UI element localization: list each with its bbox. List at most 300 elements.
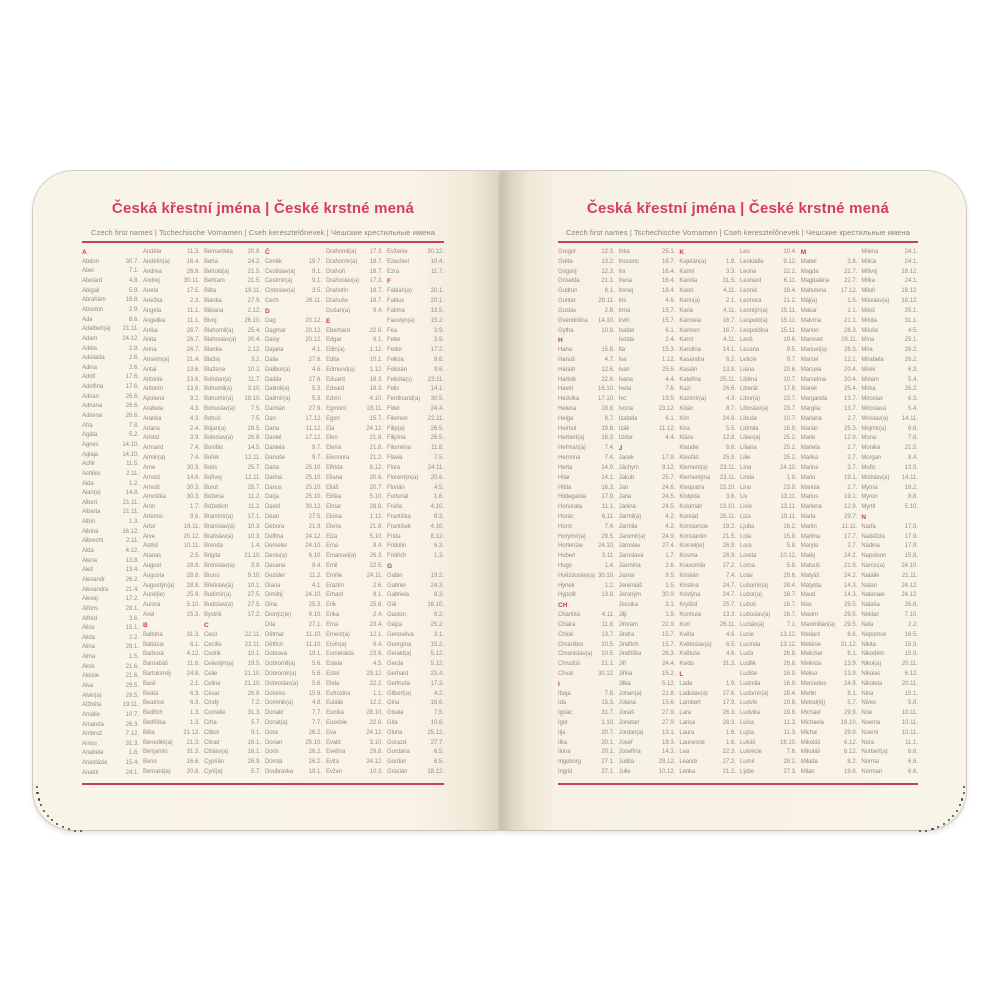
name-entry — [82, 721, 139, 731]
nameday-date: 13.10. — [719, 504, 737, 511]
nameday-date: 4.2. — [665, 513, 676, 520]
name-entry — [740, 434, 797, 444]
name-entry — [619, 366, 676, 376]
name-entry — [326, 248, 383, 258]
name-entry — [679, 621, 736, 631]
first-name: Elza — [326, 533, 338, 540]
nameday-date: 4.3. — [189, 415, 200, 422]
nameday-date: 2.11. — [126, 470, 139, 477]
name-entry — [679, 474, 736, 484]
first-name: Iboja — [558, 690, 571, 697]
name-entry — [82, 354, 139, 364]
nameday-date: 6.5. — [433, 759, 444, 766]
name-entry — [143, 346, 200, 356]
nameday-date: 16.4. — [661, 278, 676, 285]
name-entry — [265, 533, 322, 543]
nameday-date: 28.8. — [186, 582, 200, 589]
name-entry — [861, 690, 918, 700]
name-entry — [265, 591, 322, 601]
first-name: Mabel — [800, 258, 817, 265]
name-entry — [558, 444, 615, 454]
first-name: Janina — [618, 504, 636, 511]
name-entry — [679, 729, 736, 739]
name-entry — [619, 503, 676, 513]
first-name: Leokádie — [740, 258, 764, 265]
names-column — [204, 248, 261, 778]
name-entry — [265, 582, 322, 592]
nameday-date: 26.10. — [244, 317, 261, 324]
first-name: Arabela — [143, 406, 163, 412]
name-entry — [143, 503, 200, 513]
name-entry — [265, 434, 322, 444]
name-entry — [740, 591, 797, 601]
first-name: Alois — [82, 663, 95, 670]
name-entry — [204, 562, 261, 572]
name-entry — [387, 758, 444, 768]
first-name: Arnoštka — [143, 494, 166, 501]
name-entry — [204, 768, 261, 778]
nameday-date: 19.2. — [430, 572, 444, 579]
nameday-date: 3.9. — [433, 337, 444, 344]
first-name: Eliška — [326, 494, 342, 501]
right-page-content — [558, 171, 918, 830]
nameday-date: 7.6. — [665, 386, 676, 393]
name-entry — [619, 513, 676, 523]
nameday-date: 5.10. — [186, 602, 200, 609]
first-name: Norman — [861, 769, 883, 776]
first-name: Armin(a) — [143, 455, 166, 462]
name-entry — [265, 454, 322, 464]
first-name: Bystrík — [204, 612, 222, 619]
first-name: Milada — [800, 759, 818, 766]
name-entry — [82, 624, 139, 634]
name-entry — [326, 356, 383, 366]
nameday-date: 4.11. — [723, 288, 737, 295]
nameday-date: 21.10. — [244, 670, 261, 677]
nameday-date: 14.8. — [125, 490, 139, 497]
first-name: Eberhard — [326, 327, 350, 334]
letter-section-header: CH — [558, 602, 568, 610]
nameday-date: 14.1. — [601, 474, 615, 481]
nameday-date: 6.12. — [844, 739, 858, 746]
nameday-date: 28.8. — [186, 572, 200, 579]
nameday-date: 21.9. — [308, 523, 322, 530]
first-name: Emil — [326, 563, 338, 569]
name-entry — [740, 611, 797, 621]
first-name: Irenej — [618, 288, 634, 295]
first-name: Neklan — [861, 612, 880, 619]
nameday-date: 7.12. — [125, 731, 139, 738]
first-name: Grigorij — [558, 268, 577, 275]
name-entry — [619, 493, 676, 503]
nameday-date: 13.11. — [780, 494, 797, 501]
name-entry — [679, 258, 736, 268]
first-name: Borut — [204, 484, 218, 491]
nameday-date: 16.7. — [722, 317, 737, 324]
nameday-date: 29.5. — [601, 533, 615, 540]
name-entry — [265, 277, 322, 287]
first-name: Ambrož — [82, 731, 103, 738]
first-name: Danuše — [265, 455, 286, 462]
nameday-date: 21.11. — [122, 326, 139, 333]
first-name: Mnislav(a) — [861, 415, 889, 422]
first-name: Amálie — [82, 711, 100, 718]
first-name: Matylda — [800, 582, 821, 589]
first-name: Igor — [558, 720, 568, 726]
name-entry — [82, 325, 139, 335]
name-entry — [861, 719, 918, 729]
first-name: Lora — [740, 543, 752, 550]
first-name: Aleš — [82, 567, 94, 574]
name-entry — [558, 739, 615, 749]
name-entry — [387, 611, 444, 621]
first-name: Melinda — [800, 661, 821, 668]
name-entry — [679, 650, 736, 660]
name-entry — [679, 336, 736, 346]
first-name: Helena — [558, 406, 577, 412]
name-entry — [265, 336, 322, 346]
name-entry — [82, 730, 139, 740]
name-entry — [204, 474, 261, 484]
nameday-date: 10.1. — [369, 356, 383, 363]
name-entry — [801, 287, 858, 297]
nameday-date: 18.8. — [601, 406, 615, 412]
nameday-date: 18.10. — [780, 739, 797, 746]
name-entry — [326, 641, 383, 651]
first-name: Miloslav(a) — [861, 298, 890, 305]
perforation-dot — [43, 810, 45, 812]
name-entry — [619, 768, 676, 778]
perforation-dot — [36, 792, 38, 794]
nameday-date: 31.7. — [601, 710, 615, 717]
name-entry — [387, 484, 444, 494]
nameday-date: 10.11. — [901, 720, 918, 726]
nameday-date: 27.5. — [247, 602, 261, 609]
nameday-date: 9.6. — [189, 513, 200, 520]
nameday-date: 3.8. — [847, 258, 858, 265]
name-entry — [619, 356, 676, 366]
name-entry — [801, 405, 858, 415]
first-name: Hypolit — [558, 592, 576, 599]
first-name: Jimram — [618, 621, 638, 628]
first-name: Adelaida — [82, 355, 105, 362]
first-name: Beno — [143, 759, 157, 766]
first-name: Ivan — [618, 366, 630, 373]
nameday-date: 12.9. — [844, 435, 858, 442]
first-name: Bořivoj — [204, 474, 222, 481]
first-name: Ilja — [558, 729, 566, 736]
nameday-date: 10.11. — [901, 710, 918, 717]
nameday-date: 21.5. — [904, 445, 918, 452]
name-entry — [801, 758, 858, 768]
name-entry — [265, 395, 322, 405]
first-name: Leonid — [740, 288, 758, 295]
first-name: Filemon — [387, 415, 408, 422]
nameday-date: 26.8. — [247, 435, 261, 442]
first-name: Čech — [265, 298, 279, 305]
first-name: Mirek — [861, 366, 876, 373]
name-entry — [679, 464, 736, 474]
nameday-date: 13.11. — [780, 504, 797, 511]
name-entry — [143, 268, 200, 278]
nameday-date: 29.7. — [844, 513, 858, 520]
first-name: Dajana — [265, 347, 284, 354]
first-name: Gytha — [558, 327, 574, 334]
nameday-date: 12.11. — [244, 455, 261, 462]
name-entry — [558, 572, 615, 582]
nameday-date: 25.7. — [722, 602, 737, 609]
nameday-date: 7.4. — [604, 523, 615, 530]
first-name: Iveta — [618, 386, 632, 393]
name-entry — [143, 739, 200, 749]
first-name: Milivoj — [861, 268, 878, 275]
first-name: Makar — [800, 307, 817, 314]
nameday-date: 5.5. — [726, 425, 737, 432]
name-entry — [801, 542, 858, 552]
first-name: Alina — [82, 644, 95, 651]
nameday-date: 29.5. — [844, 602, 858, 609]
first-name: Drahoň — [326, 268, 346, 275]
name-entry — [558, 650, 615, 660]
name-entry — [265, 444, 322, 454]
nameday-date: 1.9. — [665, 612, 676, 619]
name-entry — [619, 641, 676, 651]
first-name: Balbína — [143, 631, 163, 638]
name-entry — [619, 719, 676, 729]
first-name: Izidor — [618, 435, 633, 442]
first-name: Dalimír(a) — [265, 396, 291, 403]
first-name: Lotar — [740, 572, 754, 579]
first-name: Hilar — [558, 474, 570, 481]
first-name: Božetěch — [204, 504, 229, 511]
perforation-dot — [47, 815, 49, 817]
nameday-date: 16.12. — [122, 528, 139, 535]
nameday-date: 24.12. — [901, 592, 918, 599]
nameday-date: 30.12. — [427, 249, 444, 255]
name-entry — [82, 441, 139, 451]
name-entry — [619, 474, 676, 484]
nameday-date: 1.4. — [604, 563, 615, 569]
first-name: Irma — [618, 307, 631, 314]
first-name: Anatol — [82, 769, 99, 776]
first-name: Myrtil — [861, 504, 876, 511]
name-entry — [801, 327, 858, 337]
first-name: Jarmil(a) — [618, 513, 642, 520]
first-name: Julie — [618, 769, 631, 776]
names-column — [861, 248, 918, 778]
nameday-date: 11.1. — [187, 307, 200, 314]
first-name: Františka — [387, 513, 411, 520]
name-entry — [82, 451, 139, 461]
nameday-date: 16.4. — [186, 258, 200, 265]
name-entry — [143, 690, 200, 700]
first-name: Gertruda — [387, 680, 410, 687]
nameday-date: 26.7. — [186, 347, 200, 354]
nameday-date: 26.8. — [247, 690, 261, 697]
name-entry — [204, 533, 261, 543]
nameday-date: 26.5. — [430, 435, 444, 442]
name-entry — [679, 562, 736, 572]
perforation-dot — [40, 804, 42, 806]
first-name: Lesana — [740, 347, 760, 354]
nameday-date: 2.5. — [189, 553, 200, 560]
nameday-date: 31.3. — [186, 631, 200, 638]
name-entry — [204, 307, 261, 317]
name-entry — [861, 650, 918, 660]
name-entry — [143, 317, 200, 327]
first-name: Dita — [265, 621, 276, 628]
first-name: Brigita — [204, 553, 221, 560]
nameday-date: 26.9. — [722, 543, 737, 550]
name-entry — [265, 287, 322, 297]
first-name: Lucián(a) — [740, 621, 765, 628]
name-entry — [801, 484, 858, 494]
nameday-date: 6.3. — [189, 700, 200, 707]
first-name: Mína — [861, 337, 875, 344]
name-entry — [740, 346, 797, 356]
first-name: Damián — [265, 406, 286, 412]
first-name: Nela — [861, 621, 874, 628]
first-name: Cecil — [204, 631, 217, 638]
name-entry — [326, 415, 383, 425]
name-entry — [558, 346, 615, 356]
nameday-date: 1.6. — [433, 494, 444, 501]
first-name: Bronislav(a) — [204, 563, 235, 569]
name-entry — [619, 748, 676, 758]
name-entry — [740, 709, 797, 719]
nameday-date: 6.6. — [726, 445, 737, 452]
first-name: Evžen — [326, 769, 343, 776]
first-name: Marina — [800, 464, 819, 471]
first-name: Liboslav(a) — [740, 406, 769, 412]
name-entry — [204, 248, 261, 258]
nameday-date: 25.2. — [430, 621, 444, 628]
first-name: Heřman(a) — [558, 445, 586, 452]
nameday-date: 18.7. — [369, 288, 383, 295]
name-entry — [558, 591, 615, 601]
name-entry — [619, 611, 676, 621]
nameday-date: 20.7. — [601, 729, 615, 736]
nameday-date: 2.12. — [247, 347, 261, 354]
name-entry — [619, 650, 676, 660]
first-name: Georgína — [387, 641, 412, 648]
first-name: Andělín(a) — [143, 258, 170, 265]
nameday-date: 8.1. — [372, 592, 383, 599]
name-entry — [619, 454, 676, 464]
nameday-date: 20.11. — [901, 661, 918, 668]
first-name: Konstantin — [679, 533, 707, 540]
name-entry — [265, 366, 322, 376]
first-name: Darja — [265, 494, 279, 501]
nameday-date: 16.9. — [783, 680, 797, 687]
nameday-date: 28.11. — [598, 298, 615, 305]
nameday-date: 26.6. — [125, 393, 139, 400]
nameday-date: 26.8. — [783, 651, 797, 658]
name-entry — [82, 267, 139, 277]
nameday-date: 14.8. — [186, 474, 200, 481]
name-entry — [861, 503, 918, 513]
first-name: Alan(a) — [82, 490, 101, 497]
first-name: Leo — [740, 249, 750, 255]
nameday-date: 26.2. — [308, 759, 322, 766]
nameday-date: 9.10. — [247, 572, 261, 579]
nameday-date: 27.9. — [661, 710, 676, 717]
nameday-date: 19.7. — [308, 258, 322, 265]
first-name: Hanuš — [558, 356, 575, 363]
nameday-date: 20.6. — [369, 474, 383, 481]
name-entry — [82, 508, 139, 518]
nameday-date: 16.6. — [186, 759, 200, 766]
name-entry — [204, 258, 261, 268]
first-name: Miriam — [861, 376, 879, 383]
first-name: Beáta — [143, 690, 159, 697]
name-entry — [619, 690, 676, 700]
nameday-date: 19.5. — [661, 396, 676, 403]
nameday-date: 8.1. — [604, 288, 615, 295]
nameday-date: 4.10. — [430, 523, 444, 530]
name-entry — [82, 576, 139, 586]
first-name: Leopoldina — [740, 327, 769, 334]
name-entry — [143, 591, 200, 601]
name-entry — [740, 317, 797, 327]
nameday-date: 17.3. — [369, 278, 383, 285]
name-entry — [387, 474, 444, 484]
nameday-date: 19.11. — [244, 288, 261, 295]
letter-section-header: I — [558, 680, 560, 688]
nameday-date: 21.8. — [661, 690, 676, 697]
first-name: Luděk — [740, 661, 756, 668]
nameday-date: 24.1. — [904, 278, 918, 285]
nameday-date: 22.11. — [244, 641, 261, 648]
name-entry — [740, 385, 797, 395]
name-entry — [679, 444, 736, 454]
name-entry — [740, 395, 797, 405]
name-entry — [740, 719, 797, 729]
first-name: Chiara — [558, 621, 576, 628]
nameday-date: 8.12. — [369, 464, 383, 471]
name-entry — [861, 376, 918, 386]
name-entry — [387, 533, 444, 543]
nameday-date: 10.2. — [247, 366, 261, 373]
first-name: Lucinda — [740, 641, 761, 648]
name-entry — [204, 317, 261, 327]
nameday-date: 6.12. — [844, 749, 858, 756]
nameday-date: 20.1. — [601, 749, 615, 756]
first-name: Antonín — [143, 386, 163, 393]
name-entry — [801, 748, 858, 758]
name-entry — [82, 345, 139, 355]
name-entry — [82, 711, 139, 721]
nameday-date: 15.3. — [661, 347, 676, 354]
nameday-date: 21.2. — [783, 298, 797, 305]
name-entry — [387, 591, 444, 601]
first-name: Dětmar — [265, 631, 285, 638]
name-entry — [740, 277, 797, 287]
nameday-date: 27.2. — [722, 759, 737, 766]
name-entry — [679, 366, 736, 376]
name-entry — [387, 287, 444, 297]
first-name: Celie — [204, 670, 218, 677]
nameday-date: 16.2. — [783, 523, 797, 530]
nameday-date: 24.4. — [661, 661, 676, 668]
nameday-date: 11.6. — [187, 661, 200, 668]
nameday-date: 21.4. — [125, 586, 139, 593]
name-entry — [143, 434, 200, 444]
first-name: Elen — [326, 435, 338, 442]
first-name: Běta — [204, 288, 216, 295]
nameday-date: 18.4. — [661, 288, 676, 295]
first-name: Máj(a) — [800, 298, 818, 305]
